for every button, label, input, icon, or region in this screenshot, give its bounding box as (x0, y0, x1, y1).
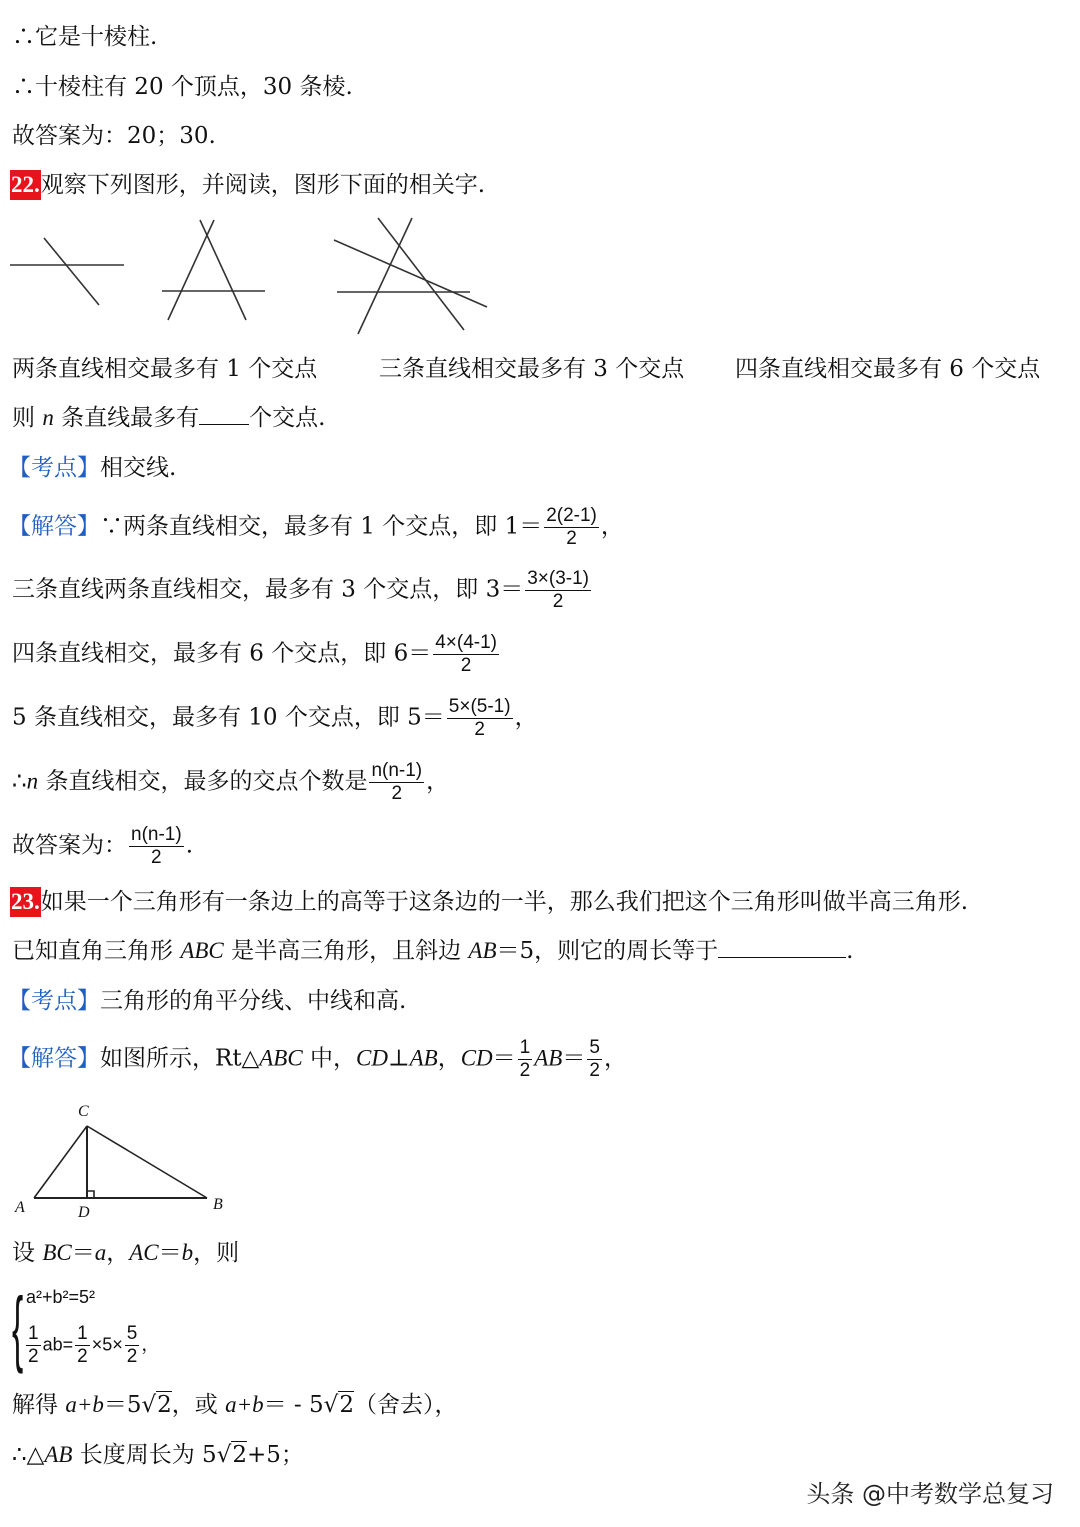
figure-caption: 三条直线相交最多有 3 个交点 (379, 356, 685, 382)
text-segment: 2 (232, 1442, 247, 1468)
text-segment: 5 (589, 1037, 600, 1058)
text-segment: CD (356, 1045, 388, 1071)
question-number: 23. (10, 887, 41, 917)
figure-line (334, 240, 487, 307)
text-segment: AB (534, 1045, 563, 1071)
fraction (369, 760, 424, 805)
fraction (26, 1323, 41, 1368)
fraction (75, 1323, 90, 1368)
text-segment: 故答案为： (12, 832, 127, 859)
text-segment: ， (106, 1240, 130, 1266)
text-segment: ab= (42, 1334, 74, 1355)
fraction (544, 505, 599, 550)
text-segment: 设 (12, 1240, 43, 1266)
text-segment: ， (141, 1334, 160, 1355)
text-segment: 条直线相交，最多的交点个数是 (38, 768, 368, 795)
text-segment (87, 1191, 94, 1198)
text-segment: . (846, 938, 854, 964)
text-segment: ∵两条直线相交，最多有 1 个交点，即 1＝ (100, 513, 543, 540)
text-segment: 3×(3-1) (527, 568, 589, 589)
text-segment: ， (426, 768, 450, 795)
text-segment: 【解答】 (8, 513, 100, 540)
text-segment: ＝5 (103, 1392, 142, 1418)
text-line: ∴它是十棱柱. (12, 24, 158, 50)
text-segment: . (185, 832, 193, 859)
question-number: 22. (10, 170, 41, 200)
solution-line (12, 760, 449, 805)
text-segment: 2 (157, 1392, 172, 1418)
text-segment (34, 1126, 87, 1198)
solution-line: 解得 a+b＝5√2，或 a+b＝ - 5√2（舍去）， (12, 1392, 458, 1418)
solution-line (12, 1238, 239, 1268)
text-segment: ×5× (91, 1334, 123, 1355)
text-segment: n (42, 405, 54, 430)
figure-caption: 两条直线相交最多有 1 个交点 (12, 356, 318, 382)
text-segment: +5； (247, 1442, 304, 1468)
text-segment: a+b (225, 1392, 264, 1417)
text-segment: ∴△ (12, 1442, 45, 1468)
text-segment: 【考点】 (8, 988, 100, 1014)
text-segment: 2 (519, 1060, 531, 1081)
solution-line: ∴△AB 长度周长为 5√2+5； (12, 1442, 304, 1468)
figure-line (44, 238, 99, 305)
text-segment: 个交点. (249, 405, 326, 431)
text-segment (34, 1126, 207, 1198)
text-segment: 中， (302, 1045, 357, 1072)
fraction (587, 1037, 602, 1082)
text-segment: 2 (77, 1346, 88, 1367)
text-segment: 【考点】 (8, 455, 100, 481)
vertex-label: C (78, 1103, 89, 1120)
text-segment: 条直线最多有 (53, 405, 200, 431)
text-segment: ，则 (193, 1240, 240, 1266)
text-segment: 2 (391, 783, 403, 804)
text-segment: ∴ (12, 768, 27, 795)
text-segment (14, 1103, 223, 1221)
figure-line (378, 218, 464, 330)
text-segment: AB (468, 938, 497, 963)
q22-question (12, 403, 325, 433)
text-segment (87, 1126, 207, 1198)
fraction (129, 824, 184, 869)
text-segment: 5 条直线相交，最多有 10 个交点，即 5＝ (12, 704, 445, 731)
text-segment: 1 (519, 1037, 531, 1058)
answer-blank (199, 404, 249, 425)
text-segment: ＝ (562, 1045, 586, 1072)
text-segment: 2 (566, 528, 577, 549)
intersecting-lines-figures (0, 210, 500, 340)
solution-line (8, 505, 624, 550)
kaodian-line (8, 986, 406, 1016)
figure-line (358, 218, 412, 334)
text-segment: ， (514, 704, 538, 731)
text-segment: b (181, 1240, 194, 1265)
text-segment: CD (460, 1045, 493, 1071)
text-segment: ⊥ (387, 1045, 410, 1072)
text-segment: 5×(5-1) (448, 696, 511, 717)
fraction (433, 632, 499, 677)
figure-line (200, 220, 246, 320)
right-triangle-figure (0, 1095, 240, 1225)
text-line: ∴十棱柱有 20 个顶点，30 条棱. (12, 74, 353, 100)
equation (24, 1323, 159, 1368)
text-segment: ，或 (171, 1392, 226, 1418)
q23-question (12, 936, 853, 966)
text-segment: a (94, 1240, 107, 1265)
text-segment: BC (42, 1240, 72, 1265)
text-segment: 2 (339, 1392, 354, 1418)
text-segment: n(n-1) (371, 760, 423, 781)
text-segment: 2 (28, 1346, 39, 1367)
text-segment: 解得 (12, 1392, 66, 1418)
text-segment: 2 (589, 1060, 600, 1081)
text-segment: a+b (65, 1392, 104, 1417)
text-segment: 已知直角三角形 (12, 938, 181, 964)
text-segment: 四条直线相交，最多有 6 个交点，即 6＝ (12, 640, 432, 667)
answer-blank (718, 937, 846, 958)
text-segment: ＝ - 5 (263, 1392, 324, 1418)
text-segment: AC (129, 1240, 159, 1265)
answer-line (12, 824, 193, 869)
text-segment: 【解答】 (8, 1045, 100, 1072)
q23-stem (10, 887, 968, 917)
text-segment: ， (437, 1045, 461, 1072)
text-segment (10, 218, 487, 334)
vertex-label: B (213, 1196, 223, 1213)
text-segment: 1 (28, 1323, 39, 1344)
brace-icon: { (12, 1280, 24, 1374)
text-segment: ＝ (492, 1045, 516, 1072)
text-segment: AB (44, 1442, 73, 1467)
text-segment: ABC (259, 1045, 303, 1071)
fraction (525, 568, 591, 613)
solution-line (12, 632, 501, 677)
watermark: 头条 @中考数学总复习 (806, 1480, 1054, 1508)
text-segment: （舍去）， (353, 1392, 458, 1418)
text-segment: AB (409, 1045, 438, 1071)
kaodian-line (8, 453, 176, 483)
figure-caption: 四条直线相交最多有 6 个交点 (735, 356, 1041, 382)
text-segment: 5 (126, 1323, 138, 1344)
fraction (447, 696, 513, 741)
text-segment: 则 (12, 405, 43, 431)
text-segment: 2 (552, 591, 564, 612)
text-segment: 如图所示，Rt△ (100, 1045, 260, 1072)
text-segment: 长度周长为 5 (72, 1442, 217, 1468)
text-segment: ， (603, 1045, 627, 1072)
question-text: 观察下列图形，并阅读，图形下面的相关字. (40, 172, 486, 198)
text-segment: 如果一个三角形有一条边上的高等于这条边的一半，那么我们把这个三角形叫做半高三角形. (40, 889, 969, 915)
text-segment: 2(2-1) (546, 505, 597, 526)
text-segment: 4×(4-1) (435, 632, 497, 653)
vertex-label: A (15, 1199, 25, 1216)
text-segment: 三条直线两条直线相交，最多有 3 个交点，即 3＝ (12, 576, 524, 603)
text-segment: 2 (474, 719, 485, 740)
text-segment: 2 (460, 655, 472, 676)
text-line: 故答案为：20；30. (12, 123, 216, 149)
vertex-label: D (78, 1204, 90, 1221)
equation: a²+b²=5² (26, 1287, 96, 1307)
text-segment: 1 (77, 1323, 88, 1344)
solution-line (12, 568, 593, 613)
solution-line (8, 1037, 627, 1082)
fraction (125, 1323, 140, 1368)
solution-line (12, 696, 538, 741)
fraction (518, 1037, 533, 1082)
text-segment: ABC (180, 938, 224, 963)
text-segment: 2 (151, 847, 162, 868)
text-segment: 相交线. (100, 455, 177, 481)
text-segment: 三角形的角平分线、中线和高. (100, 988, 407, 1014)
text-segment: 2 (126, 1346, 138, 1367)
text-segment: n(n-1) (131, 824, 182, 845)
text-segment: ， (600, 513, 624, 540)
text-segment: ＝5，则它的周长等于 (496, 938, 719, 964)
text-segment: 是半高三角形，且斜边 (223, 938, 469, 964)
text-segment: n (26, 768, 39, 794)
q22-stem (10, 170, 485, 200)
text-segment: ＝ (71, 1240, 95, 1266)
text-segment: ＝ (158, 1240, 182, 1266)
